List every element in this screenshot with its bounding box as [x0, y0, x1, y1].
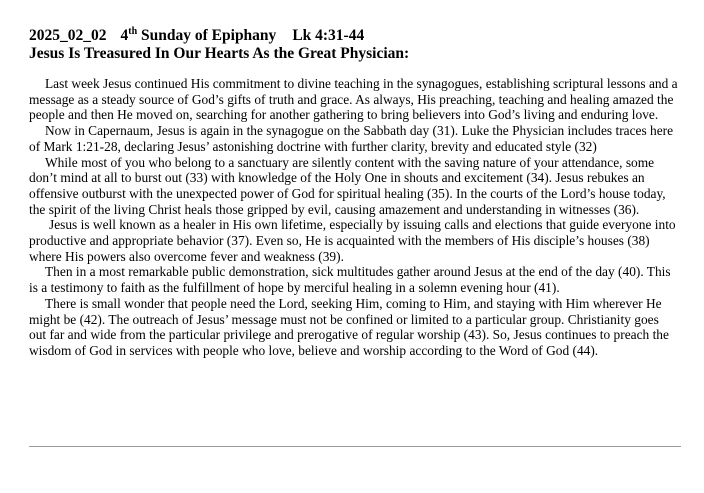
horizontal-rule [29, 446, 681, 447]
document-title: Jesus Is Treasured In Our Hearts As the Great Physician: [29, 45, 410, 62]
document-body [29, 76, 679, 359]
reading-reference: Lk 4:31-44 [292, 27, 365, 44]
paragraph: Jesus is well known as a healer in His own lifetime, especially by issuing calls and elections that guide everyone into productive and appropriate behavior (37). Even so, He is acquainted with the members of His disciple’s houses (38) where His powers also overcome fever and weakness (39). [29, 217, 676, 264]
paragraph: Now in Capernaum, Jesus is again in the synagogue on the Sabbath day (31). Luke the Physician includes traces here of Mark 1:21-28, declaring Jesus’ astonishing doctrine with further clarity, brevity and educated style (32) [29, 123, 674, 154]
occasion-label: Sunday of Epiphany [141, 27, 277, 44]
header-line [29, 27, 689, 45]
date-label: 2025_02_02 [29, 27, 107, 44]
paragraph: Last week Jesus continued His commitment to divine teaching in the synagogues, establishing scriptural lessons and a message as a steady source of God’s gifts of truth and grace. As always, His preaching, teaching and healing amazed the people and then He moved on, searching for another gathering to bring believers into God’s living and enduring love. [29, 76, 678, 123]
paragraph: Then in a most remarkable public demonstration, sick multitudes gather around Jesus at the end of the day (40). This is a testimony to faith as the fulfillment of hope by merciful healing in a solemn evening hour (41). [29, 264, 671, 296]
document-header [29, 27, 689, 63]
paragraph: There is small wonder that people need the Lord, seeking Him, coming to Him, and staying with Him wherever He might be (42). The outreach of Jesus’ message must not be confined or limited to a particular group. Christianity goes out far and wide from the particular privilege and prerogative of regular worship (43). So, Jesus continues to preach the wisdom of God in services with people who love, believe and worship according to the Word of God (44). [29, 295, 669, 358]
ordinal-number: 4 [120, 27, 129, 44]
paragraph: While most of you who belong to a sanctuary are silently content with the saving nature of your attendance, some don’t mind at all to burst out (33) with knowledge of the Holy One in shouts and excitement (34). Jesus rebukes an offensive outburst with the unexpected power of God for spiritual healing (35). In the courts of the Lord’s house today, the spirit of the living Christ heals those gripped by evil, causing amazement and understanding in witnesses (36). [29, 154, 666, 217]
ordinal-suffix: th [128, 25, 138, 37]
